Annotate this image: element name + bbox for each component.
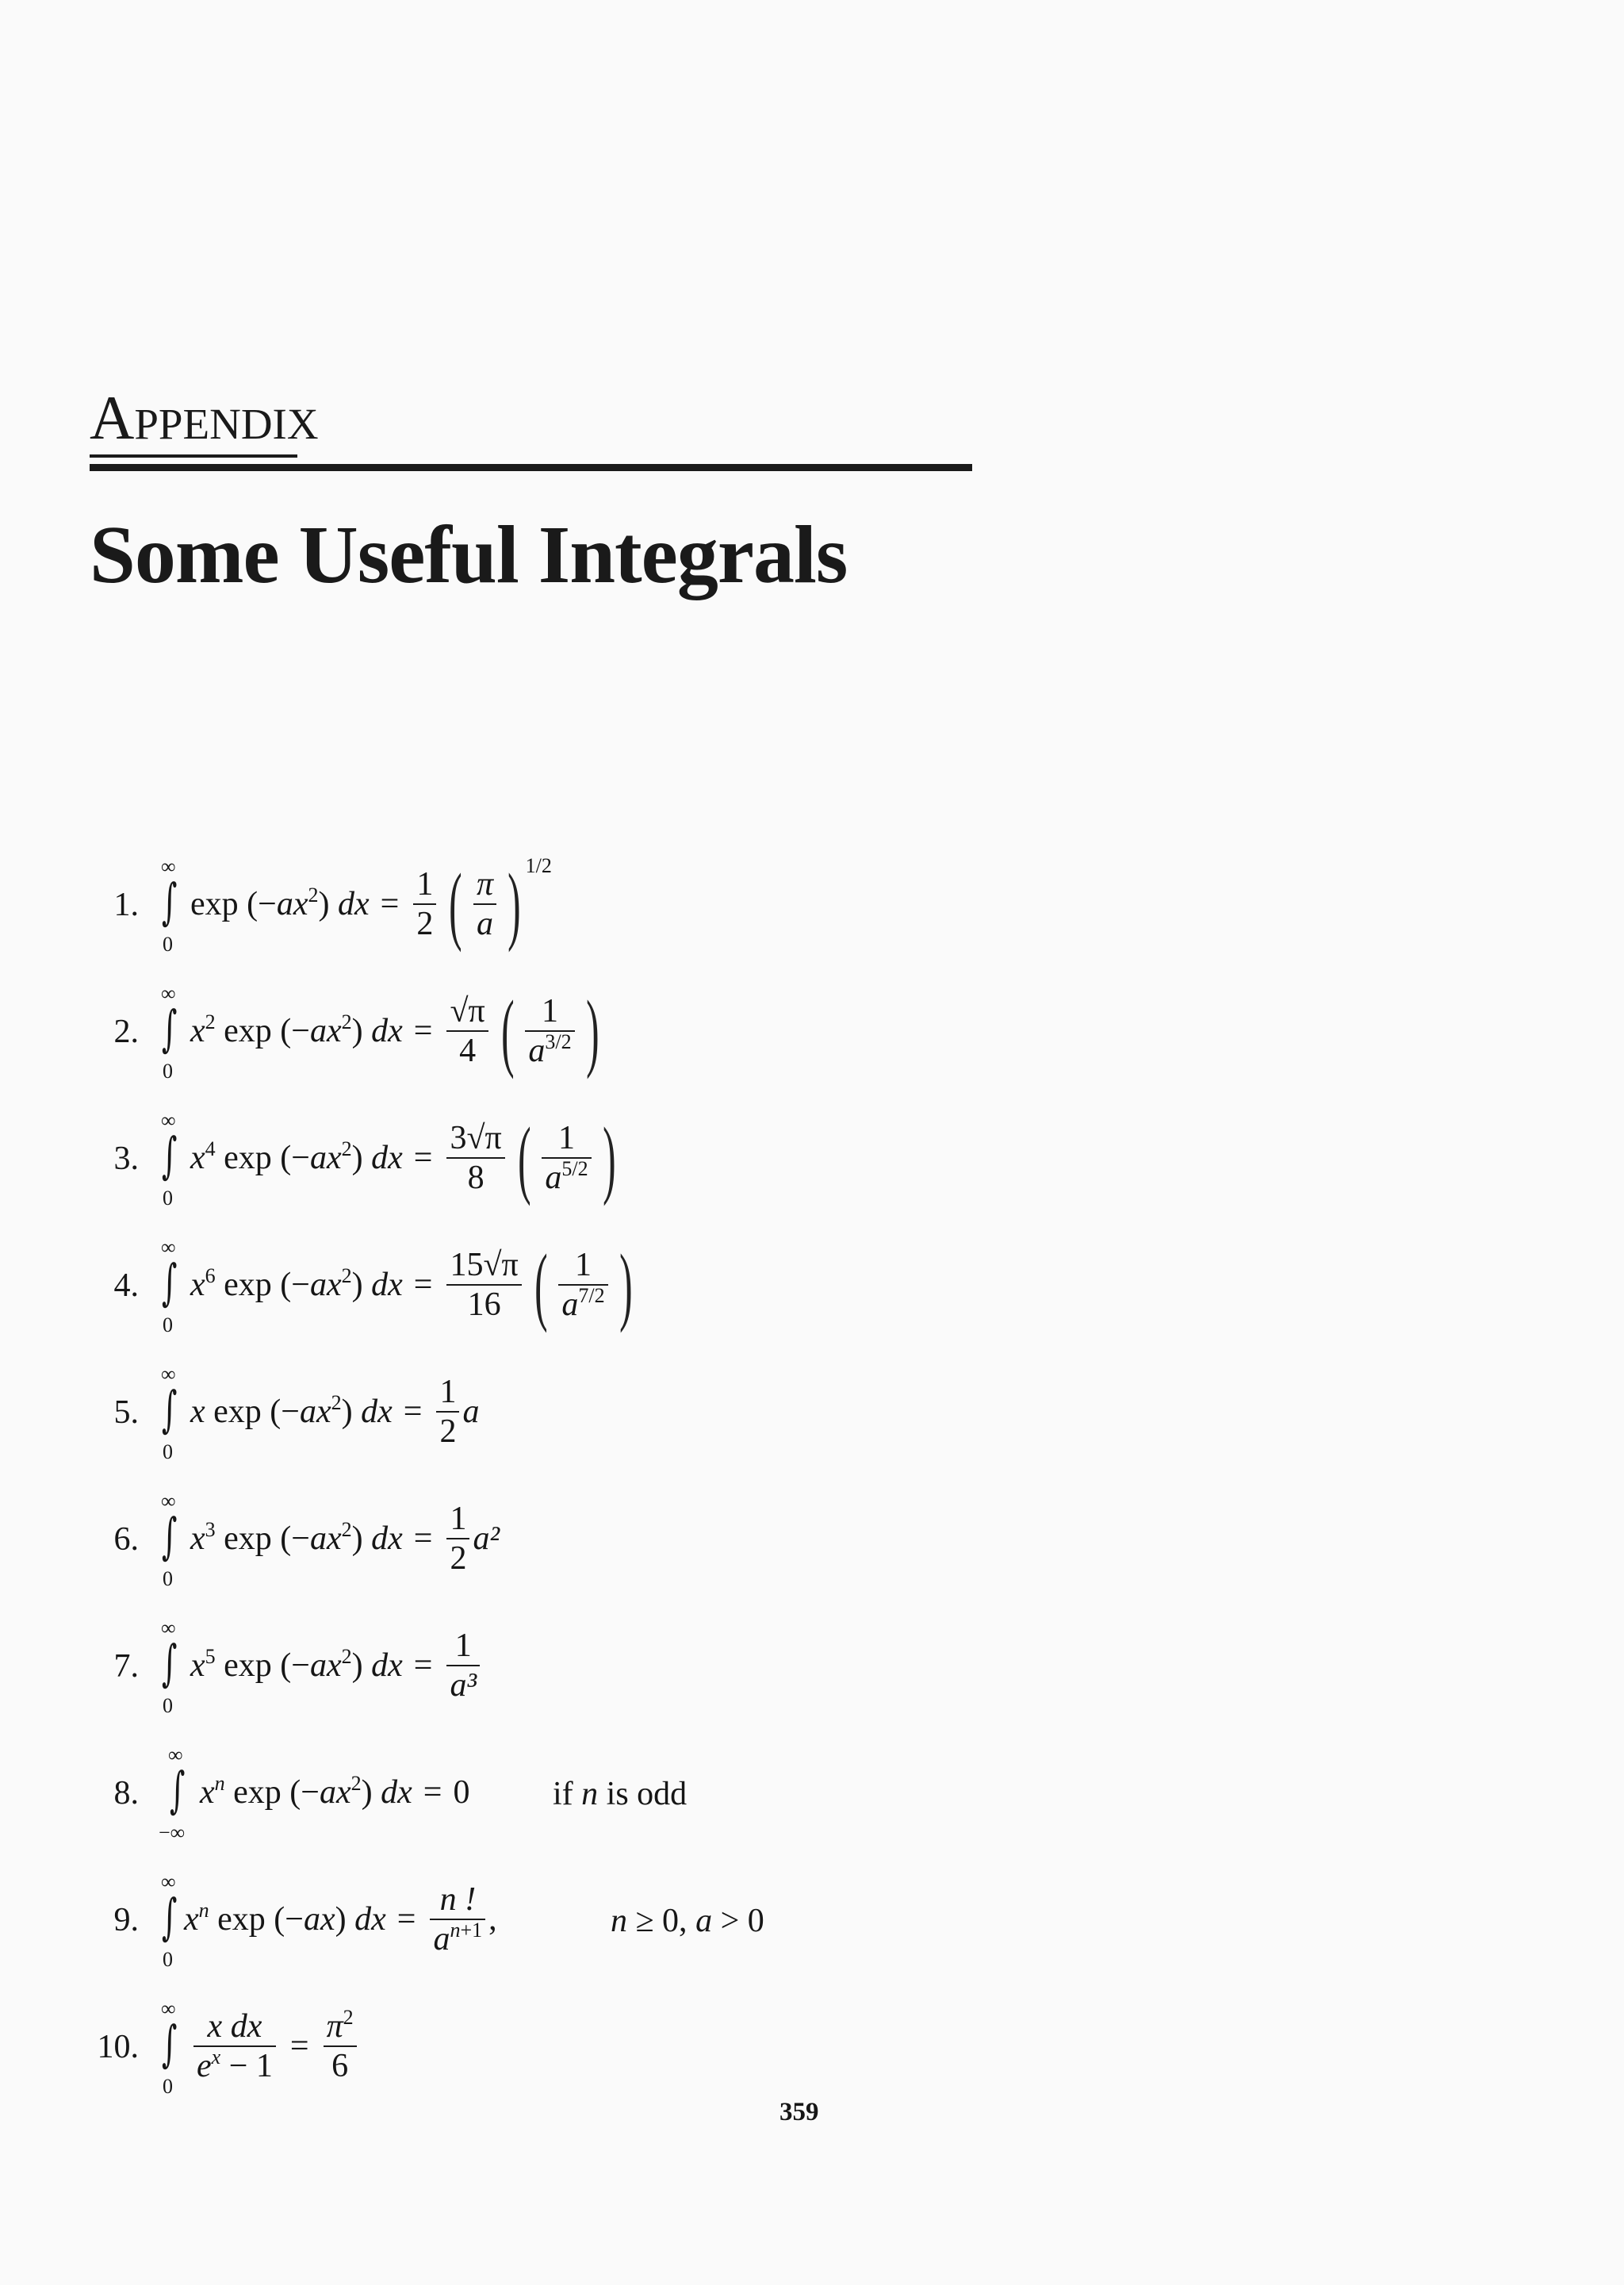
lower-limit: 0 — [163, 1440, 173, 1463]
equation-4 — [0, 1221, 1624, 1356]
upper-limit: ∞ — [161, 855, 176, 878]
coefficient-fraction: $\frac{1}{2}$ — [413, 865, 436, 944]
page-number: 359 — [779, 2098, 819, 2126]
condition: n ≥ 0, a > 0 — [611, 1903, 764, 1939]
integral-sign: ∫ — [162, 1253, 178, 1311]
equation-1 — [0, 841, 1624, 976]
lower-limit: 0 — [163, 1694, 173, 1717]
integral-sign: ∫ — [162, 1380, 178, 1438]
equation-8 — [0, 1729, 1624, 1864]
appendix-underline — [90, 454, 297, 458]
equation-number: 2. — [113, 1014, 139, 1050]
lower-limit: 0 — [163, 933, 173, 956]
equation-number: 10. — [97, 2029, 139, 2065]
equation-expression: $x^n$ exp (−ax) dx = $\frac{n !}{a^{n+1}}$ , — [184, 1881, 497, 1957]
equation-number: 3. — [113, 1141, 139, 1177]
equation-expression: $x^6$ $\exp (-ax^2)$ dx = $\frac{15√\pi}{16}$ ( $\frac{1}{a^{7/2}}$ ) — [190, 1236, 633, 1333]
equation-number: 1. — [113, 887, 139, 923]
equation-number: 4. — [113, 1267, 139, 1304]
integral-sign: ∫ — [162, 1634, 178, 1692]
lower-limit: 0 — [163, 1060, 173, 1083]
upper-limit: ∞ — [168, 1743, 183, 1766]
integral-sign: ∫ — [162, 999, 178, 1057]
integral-sign: ∫ — [162, 1126, 178, 1184]
integral-sign: ∫ — [162, 2015, 178, 2072]
equation-expression: $x^5$ $\exp (-ax^2)$ dx = $\frac{1}{\text{a³}}$ — [190, 1626, 483, 1705]
equation-3 — [0, 1095, 1624, 1229]
equation-number: 7. — [113, 1648, 139, 1685]
upper-limit: ∞ — [161, 1363, 176, 1386]
upper-limit: ∞ — [161, 1616, 176, 1639]
exponent: 1/2 — [525, 854, 552, 877]
equation-number: 6. — [113, 1521, 139, 1558]
lower-limit: 0 — [163, 1948, 173, 1971]
upper-limit: ∞ — [161, 982, 176, 1005]
integrand-fraction: $\frac{\text{x dx}}{e^x - 1}$ — [193, 2007, 276, 2086]
lower-limit: 0 — [163, 1187, 173, 1210]
parenthesized-term: ( $\frac{\pi}{a}$ ) — [449, 856, 521, 953]
equation-6 — [0, 1475, 1624, 1610]
lower-limit: −∞ — [159, 1821, 186, 1844]
upper-limit: ∞ — [161, 1489, 176, 1512]
lower-limit: 0 — [163, 1313, 173, 1336]
integral-sign: ∫ — [162, 1507, 178, 1565]
equation-expression: $\exp (-ax^2)$ dx = $\frac{1}{2}$ ( $\frac{\pi}{a}$ ) 1/2 — [190, 854, 552, 953]
upper-limit: ∞ — [161, 1236, 176, 1259]
header-rule — [90, 464, 972, 471]
upper-limit: ∞ — [161, 1109, 176, 1132]
equation-expression: $x^4$ $\exp (-ax^2)$ dx = $\frac{3√\pi}{8}$ ( $\frac{1}{a^{5/2}}$ ) — [190, 1110, 616, 1206]
equation-expression: $x^3$ $\exp (-ax^2)$ dx = $\frac{1}{2}$ a² — [190, 1500, 500, 1577]
equation-number: 9. — [113, 1902, 139, 1938]
condition: if n is odd — [553, 1776, 688, 1812]
page-title: Some Useful Integrals — [90, 509, 848, 600]
upper-limit: ∞ — [161, 1997, 176, 2020]
equation-number: 5. — [113, 1394, 139, 1431]
lower-limit: 0 — [163, 2075, 173, 2098]
appendix-label: Appendix — [90, 383, 319, 452]
equation-expression: x $\exp (-ax^2)$ dx = $\frac{1}{2}$ a — [190, 1373, 480, 1450]
equation-number: 8. — [113, 1775, 139, 1812]
integrand: $\exp (-ax^2)$ dx — [190, 884, 370, 922]
lower-limit: 0 — [163, 1567, 173, 1590]
equation-9 — [0, 1856, 1624, 1991]
integral-sign: ∫ — [162, 872, 178, 930]
equation-expression: $\frac{\text{x dx}}{e^x - 1}$ = $\frac{\pi^2}{6}$ — [190, 2007, 360, 2086]
integral-sign: ∫ — [162, 1888, 178, 1946]
equation-5 — [0, 1348, 1624, 1483]
equation-2 — [0, 968, 1624, 1102]
integral-sign: ∫ — [170, 1761, 186, 1819]
equation-expression: $x^2$ $\exp (-ax^2)$ dx = $\frac{√\pi}{4}$ ( $\frac{1}{a^{3/2}}$ ) — [190, 983, 599, 1079]
upper-limit: ∞ — [161, 1870, 176, 1893]
equation-7 — [0, 1602, 1624, 1737]
equation-expression: $x^n$ $\exp (-ax^2)$ dx = 0 — [200, 1772, 470, 1811]
